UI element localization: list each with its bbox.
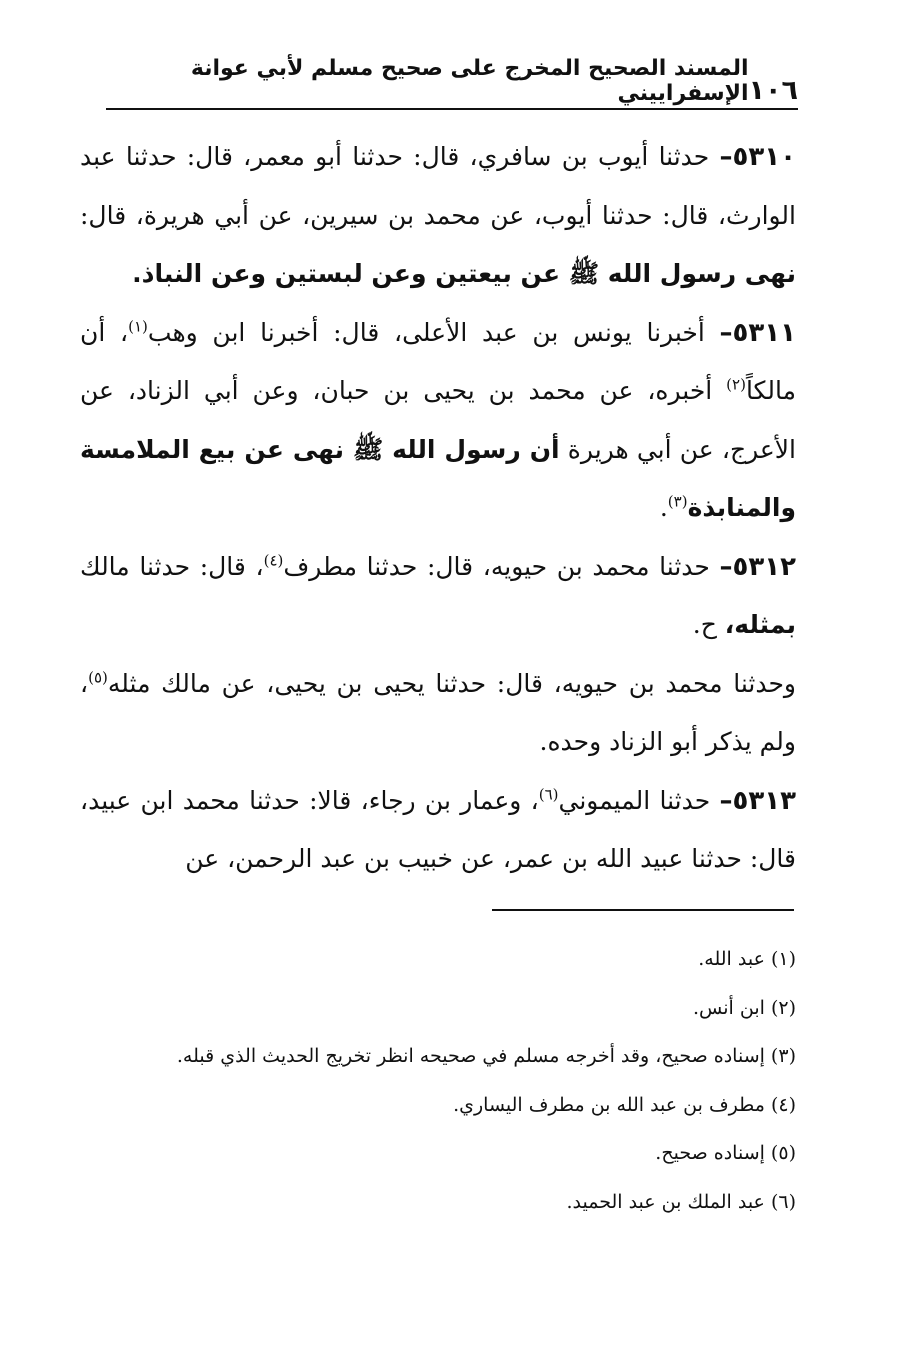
footnote-ref-6: (٦): [538, 785, 559, 804]
footnote-2: (٢) ابن أنس.: [693, 996, 796, 1019]
footnote-6: (٦) عبد الملك بن عبد الحميد.: [566, 1190, 796, 1213]
hadith-5310: [80, 128, 796, 304]
isnad-text: ، وعمار بن رجاء، قالا: حدثنا محمد ابن عبيد، قال: حدثنا عبيد الله بن عمر، عن خبيب بن عبد الرحمن، عن: [80, 785, 796, 873]
hadith-number: ٥٣١٢: [732, 551, 796, 582]
isnad-text: ح.: [692, 610, 725, 639]
footnotes: [110, 935, 796, 1226]
hadith-number: ٥٣١١: [732, 317, 796, 348]
hadith-dash: –: [719, 551, 733, 582]
footnote-ref-3: (٣): [667, 492, 688, 511]
isnad-text: أخبرنا يونس بن عبد الأعلى، قال: أخبرنا ابن وهب: [147, 317, 720, 347]
period: .: [659, 493, 668, 522]
isnad-text: وحدثنا محمد بن حيويه، قال: حدثنا يحيى بن يحيى، عن مالك مثله: [107, 668, 796, 698]
footnote-ref-5: (٥): [88, 668, 108, 687]
page-header: [108, 56, 798, 106]
footnote-1: (١) عبد الله.: [698, 948, 796, 970]
hadith-dash: –: [719, 317, 733, 348]
bold-word: بمثله،: [724, 610, 796, 639]
page-number: ١٠٦: [748, 75, 798, 106]
isnad-text: حدثنا الميموني: [558, 785, 720, 815]
isnad-text: ، قال: حدثنا مالك: [80, 551, 264, 581]
isnad-text: حدثنا أيوب بن سافري، قال: حدثنا أبو معمر، قال: حدثنا عبد الوارث، قال: حدثنا أيوب، عن محمد بن سيرين، عن أبي هريرة، قال:: [80, 142, 796, 230]
footnote-ref-1: (١): [128, 317, 148, 336]
footnote-5: (٥) إسناده صحيح.: [655, 1142, 796, 1164]
footnote-ref-4: (٤): [263, 551, 284, 570]
matn-text: أن رسول الله ﷺ نهى عن بيع الملامسة والمنابذة: [80, 434, 796, 522]
isnad-text: ، أن مالكاً: [80, 317, 796, 405]
running-title: المسند الصحيح المخرج على صحيح مسلم لأبي عوانة الإسفراييني: [190, 56, 749, 106]
hadith-5312-continuation: [80, 655, 796, 772]
hadith-5311: [80, 304, 796, 538]
footnote-3: (٣) إسناده صحيح، وقد أخرجه مسلم في صحيحه انظر تخريج الحديث الذي قبله.: [176, 1045, 796, 1067]
hadith-number: ٥٣١٠: [732, 142, 796, 172]
main-text: [80, 128, 796, 889]
matn-text: نهى رسول الله ﷺ عن بيعتين وعن لبستين وعن النباذ.: [132, 259, 796, 288]
hadith-5312: [80, 538, 796, 655]
header-rule: [106, 108, 798, 110]
footnote-4: (٤) مطرف بن عبد الله بن مطرف اليساري.: [453, 1093, 796, 1116]
isnad-text: حدثنا محمد بن حيويه، قال: حدثنا مطرف: [283, 551, 720, 581]
hadith-dash: –: [719, 142, 733, 172]
footnote-ref-2: (٢): [726, 375, 746, 394]
isnad-text: ، ولم يذكر أبو الزناد وحده.: [80, 668, 796, 756]
isnad-text: أخبره، عن محمد بن يحيى بن حبان، وعن أبي الزناد، عن الأعرج، عن أبي هريرة: [80, 376, 797, 464]
hadith-5313: [80, 772, 796, 889]
hadith-number: ٥٣١٣: [732, 785, 796, 816]
hadith-dash: –: [719, 785, 733, 816]
footnote-rule: [492, 909, 794, 911]
